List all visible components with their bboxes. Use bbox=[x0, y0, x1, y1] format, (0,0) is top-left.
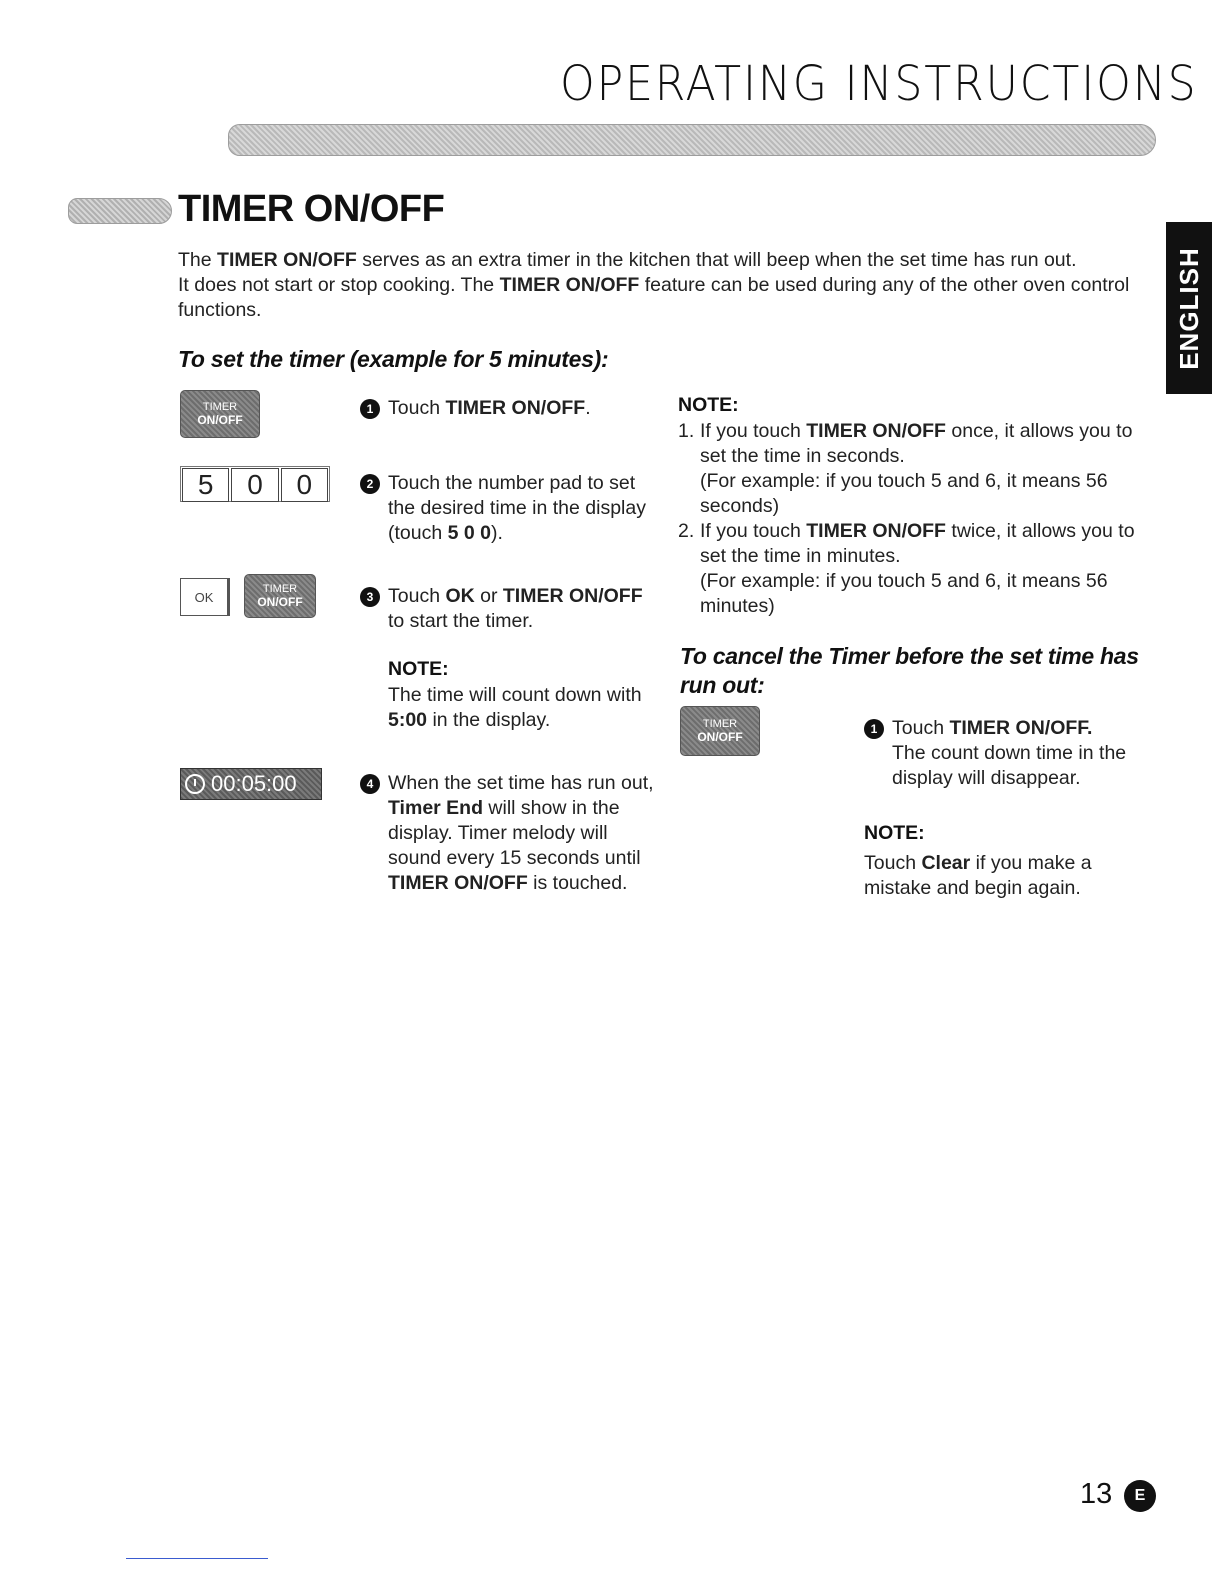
header-divider-bar bbox=[228, 124, 1156, 156]
step-1: 1 Touch TIMER ON/OFF. bbox=[360, 396, 660, 421]
footer-line bbox=[126, 1558, 268, 1559]
step-number-badge: 1 bbox=[864, 719, 884, 739]
intro-paragraph: The TIMER ON/OFF serves as an extra timer in the kitchen that will beep when the set time has run out. It does not start or stop cooking. The TIMER ON/OFF feature can be used during any of the other oven control functions. bbox=[178, 249, 1130, 321]
section-marker-pill bbox=[68, 198, 172, 224]
note-list-item: 2. If you touch TIMER ON/OFF twice, it allows you to set the time in minutes. (For example: if you touch 5 and 6, it means 56 minutes) bbox=[678, 520, 1135, 617]
step-number-badge: 4 bbox=[360, 774, 380, 794]
number-pad-keys bbox=[180, 466, 330, 502]
note-heading: NOTE: bbox=[388, 658, 449, 680]
step-3: 3 Touch OK or TIMER ON/OFF to start the timer. bbox=[360, 584, 660, 634]
section-title: TIMER ON/OFF bbox=[178, 188, 445, 230]
page-header-title: OPERATING INSTRUCTIONS bbox=[560, 56, 1198, 112]
set-timer-heading: To set the timer (example for 5 minutes): bbox=[178, 346, 609, 372]
right-note bbox=[678, 394, 1148, 619]
number-key: 0 bbox=[231, 468, 278, 502]
step-3-note: NOTE: The time will count down with 5:00 in the display. bbox=[388, 658, 660, 733]
cancel-step-1: 1 Touch TIMER ON/OFF. The count down time in the display will disappear. bbox=[864, 716, 1154, 791]
ok-key: OK bbox=[180, 578, 230, 616]
timer-on-off-key: TIMER ON/OFF bbox=[180, 390, 260, 438]
language-tab-label: ENGLISH bbox=[1173, 246, 1204, 370]
step-number-badge: 3 bbox=[360, 587, 380, 607]
page-number: 13 bbox=[1080, 1478, 1113, 1510]
note-heading: NOTE: bbox=[678, 394, 739, 416]
number-key: 5 bbox=[182, 468, 229, 502]
number-key: 0 bbox=[281, 468, 328, 502]
step-4: 4 When the set time has run out, Timer End will show in the display. Timer melody will sound every 15 seconds until TIMER ON/OFF is touched. bbox=[360, 771, 660, 896]
timer-on-off-key: TIMER ON/OFF bbox=[244, 574, 316, 618]
step-2: 2 Touch the number pad to set the desired time in the display (touch 5 0 0). bbox=[360, 471, 660, 546]
step-number-badge: 2 bbox=[360, 474, 380, 494]
cancel-note: NOTE: Touch Clear if you make a mistake and begin again. bbox=[864, 822, 1154, 901]
timer-display bbox=[180, 768, 322, 800]
timer-display-value: 00:05:00 bbox=[211, 771, 297, 796]
note-heading: NOTE: bbox=[864, 822, 925, 844]
timer-on-off-key: TIMER ON/OFF bbox=[680, 706, 760, 756]
note-list-item: 1. If you touch TIMER ON/OFF once, it allows you to set the time in seconds. (For example: if you touch 5 and 6, it means 56 seconds) bbox=[678, 420, 1133, 517]
language-logo-icon: E bbox=[1124, 1480, 1156, 1512]
clock-icon bbox=[185, 774, 205, 794]
language-tab bbox=[1166, 222, 1212, 394]
cancel-timer-heading: To cancel the Timer before the set time has run out: bbox=[680, 643, 1139, 698]
step-number-badge: 1 bbox=[360, 399, 380, 419]
